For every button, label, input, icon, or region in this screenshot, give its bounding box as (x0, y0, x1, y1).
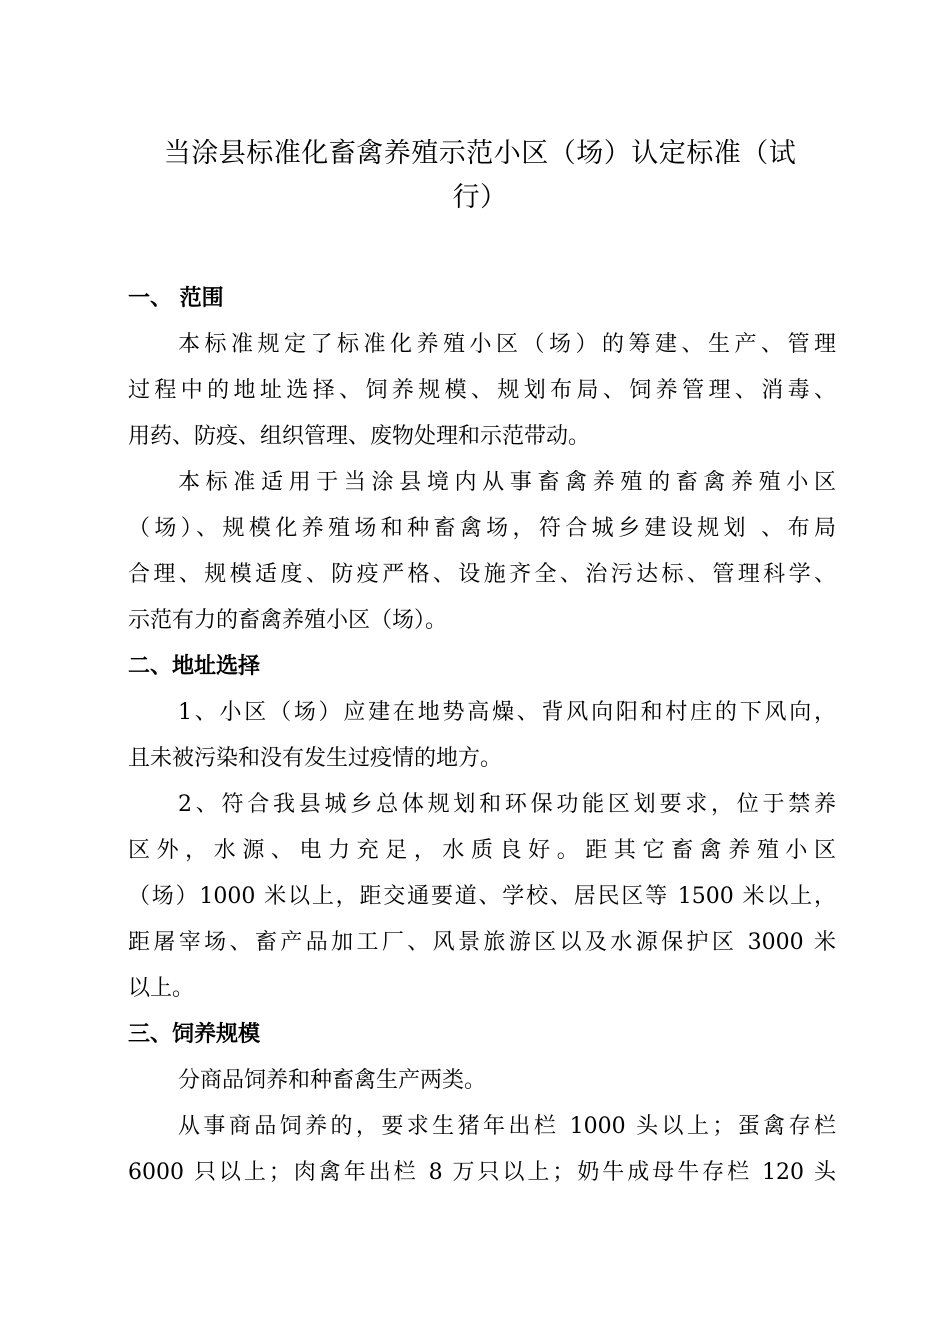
text-line: 6000 只以上；肉禽年出栏 8 万只以上；奶牛成母牛存栏 120 头 (128, 1160, 836, 1185)
section-heading: 三、饲养规模 (128, 1022, 261, 1047)
title-line-2: 行） (452, 182, 508, 213)
paragraph (128, 782, 836, 1012)
section-breeding-scale (128, 1012, 836, 1196)
text-line: 且未被污染和没有发生过疫情的地方。 (128, 746, 503, 771)
text-line: 分商品饲养和种畜禽生产两类。 (178, 1068, 487, 1093)
text-line: 从事商品饲养的，要求生猪年出栏 1000 头以上；蛋禽存栏 (178, 1114, 836, 1139)
text-line: 用药、防疫、组织管理、废物处理和示范带动。 (128, 424, 591, 449)
text-line: （场）、规模化养殖场和种畜禽场，符合城乡建设规划 、布局 (128, 516, 836, 541)
text-line: 2、符合我县城乡总体规划和环保功能区划要求，位于禁养 (178, 792, 836, 817)
text-line: 距屠宰场、畜产品加工厂、风景旅游区以及水源保护区 3000 米 (128, 930, 836, 955)
section-scope (128, 276, 836, 644)
text-line: 合理、规模适度、防疫严格、设施齐全、治污达标、管理科学、 (128, 562, 836, 587)
text-line: 示范有力的畜禽养殖小区（场）。 (128, 608, 448, 633)
text-line: 过程中的地址选择、饲养规模、规划布局、饲养管理、消毒、 (128, 378, 836, 403)
text-line: 以上。 (128, 976, 195, 1001)
text-line: 1、小区（场）应建在地势高燥、背风向阳和村庄的下风向， (178, 700, 836, 725)
paragraph (128, 1058, 836, 1104)
text-line: 本标准适用于当涂县境内从事畜禽养殖的畜禽养殖小区 (178, 470, 836, 495)
section-heading: 二、地址选择 (128, 654, 261, 679)
paragraph (128, 1104, 836, 1196)
paragraph (128, 322, 836, 460)
text-line: 区外，水源、电力充足，水质良好。距其它畜禽养殖小区 (128, 838, 836, 863)
title-line-1: 当涂县标准化畜禽养殖示范小区（场）认定标准（试 (163, 138, 797, 169)
document-body (128, 276, 836, 1196)
section-heading: 一、 范围 (128, 286, 224, 311)
section-site-selection (128, 644, 836, 1012)
paragraph (128, 690, 836, 782)
document-title (130, 132, 830, 220)
paragraph (128, 460, 836, 644)
text-line: （场）1000 米以上，距交通要道、学校、居民区等 1500 米以上， (128, 884, 836, 909)
text-line: 本标准规定了标准化养殖小区（场）的筹建、生产、管理 (178, 332, 836, 357)
